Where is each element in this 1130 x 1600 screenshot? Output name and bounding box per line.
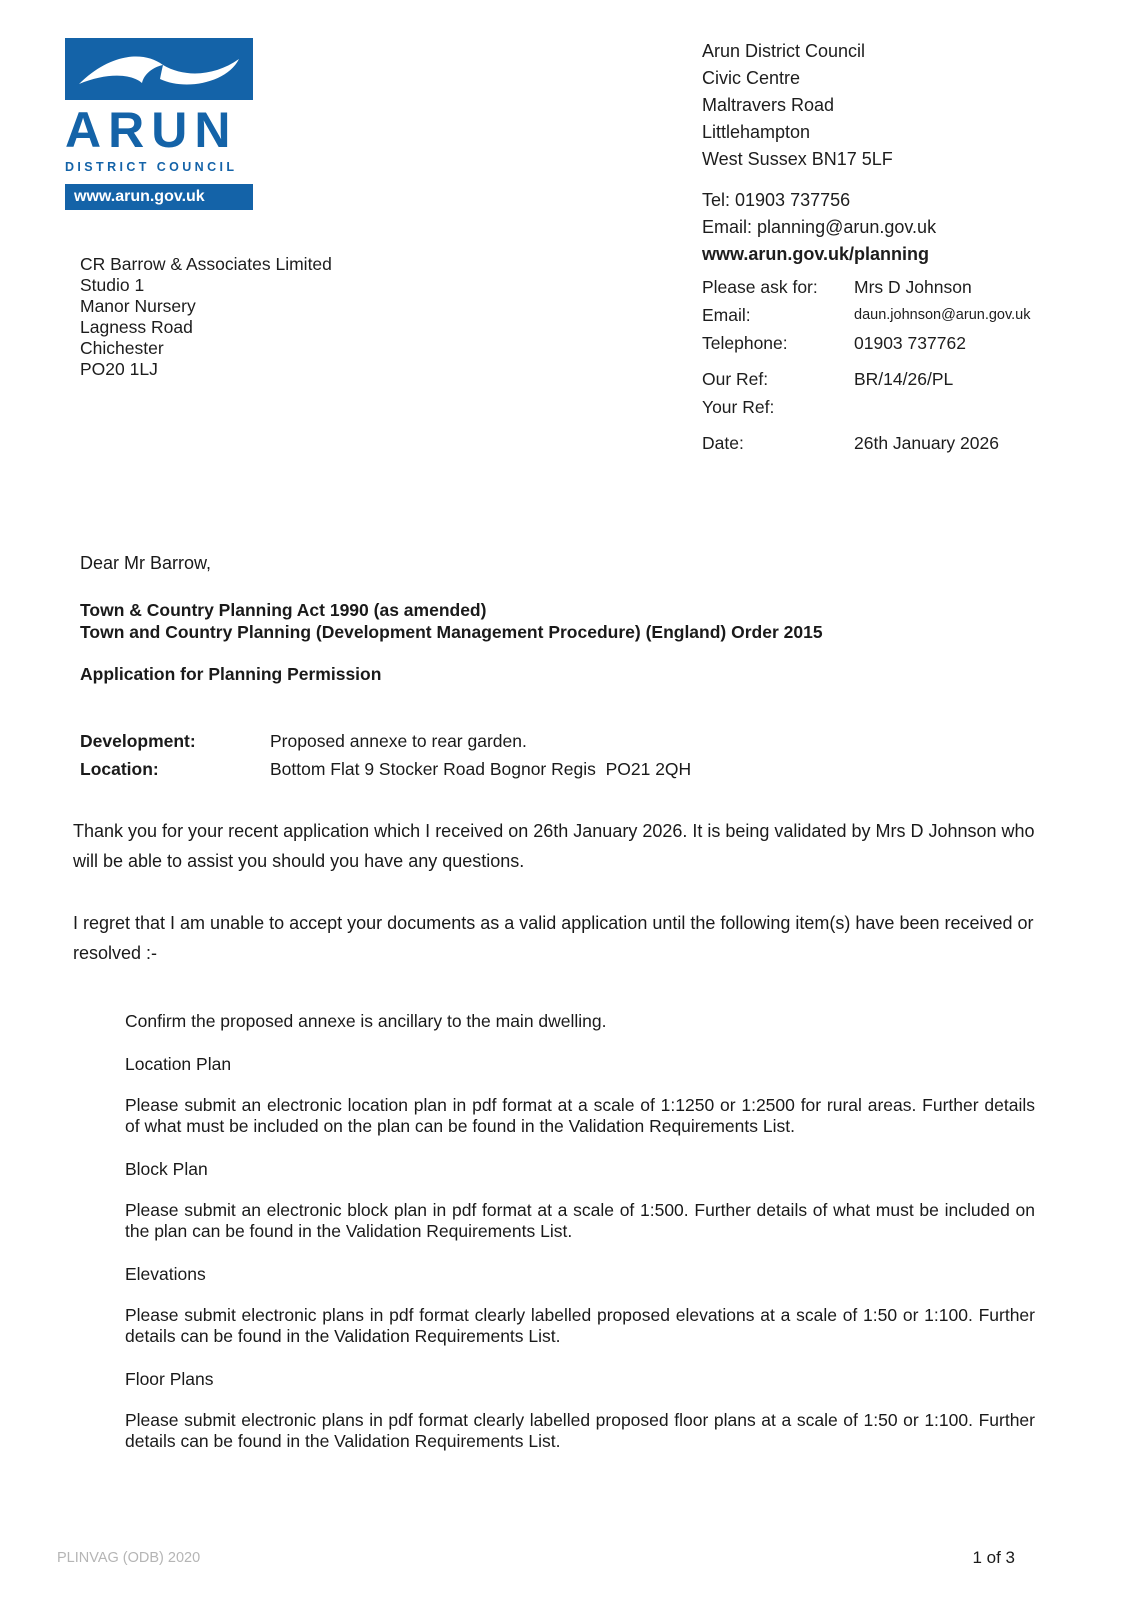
council-tel: Tel: 01903 737756 (702, 190, 851, 210)
paragraph-thank-you: Thank you for your recent application which I received on 26th January 2026. It is being validated by Mrs D Johnson who will be able to assist you should you have any questions. (73, 821, 1035, 871)
recipient-line: Manor Nursery (80, 296, 196, 316)
header-right-column (702, 38, 1070, 457)
recipient-address (65, 254, 365, 380)
council-address-line: Littlehampton (702, 122, 811, 142)
council-address (702, 38, 1070, 173)
meta-label: Our Ref: (702, 369, 769, 389)
meta-row-our-ref (702, 365, 1070, 393)
requirement-heading: Elevations (125, 1264, 206, 1284)
recipient-line: Lagness Road (80, 317, 193, 337)
development-row (80, 727, 1035, 755)
meta-value: daun.johnson@arun.gov.uk (854, 307, 1031, 323)
requirement-heading: Block Plan (125, 1159, 208, 1179)
meta-value: Mrs D Johnson (854, 277, 972, 297)
meta-label: Please ask for: (702, 277, 818, 297)
requirements-list (125, 1011, 1035, 1452)
header-left-column (65, 38, 365, 457)
recipient-line: PO20 1LJ (80, 359, 158, 379)
recipient-line: Chichester (80, 338, 164, 358)
paragraph-regret: I regret that I am unable to accept your documents as a valid application until the following item(s) have been received or resolved :- (73, 913, 1034, 963)
letter-meta (702, 273, 1070, 457)
requirement-item (125, 1011, 1035, 1032)
meta-value: BR/14/26/PL (854, 369, 954, 389)
footer-form-code: PLINVAG (ODB) 2020 (57, 1550, 201, 1566)
logo-website-bar: www.arun.gov.uk (65, 184, 253, 210)
development-value: Proposed annexe to rear garden. (270, 731, 527, 751)
council-email: Email: planning@arun.gov.uk (702, 217, 937, 237)
meta-label: Telephone: (702, 333, 788, 353)
subject-line: Town & Country Planning Act 1990 (as amended) (80, 600, 487, 620)
subject-block (73, 599, 1035, 643)
council-address-line: Arun District Council (702, 41, 866, 61)
location-value: Bottom Flat 9 Stocker Road Bognor Regis PO21 2QH (270, 759, 692, 779)
meta-row-telephone (702, 329, 1070, 357)
subject-line: Town and Country Planning (Development Management Procedure) (England) Order 2015 (80, 622, 823, 642)
meta-label: Email: (702, 305, 751, 325)
meta-row-please-ask-for (702, 273, 1070, 301)
logo-subtitle: DISTRICT COUNCIL (65, 160, 238, 174)
recipient-line: Studio 1 (80, 275, 145, 295)
logo-wordmark: ARUN (65, 102, 238, 158)
meta-row-email (702, 301, 1070, 329)
requirement-text: Please submit an electronic block plan in pdf format at a scale of 1:500. Further details of what must be included on the plan can be found in the Validation Requirements List. (125, 1200, 1035, 1241)
meta-value: 26th January 2026 (854, 433, 999, 453)
location-row (80, 755, 1035, 783)
application-details (73, 727, 1035, 783)
application-heading: Application for Planning Permission (80, 664, 382, 684)
requirement-item (125, 1159, 1035, 1242)
development-label: Development: (80, 731, 196, 751)
arun-logo (65, 38, 253, 210)
requirement-item (125, 1264, 1035, 1347)
council-address-line: Civic Centre (702, 68, 801, 88)
requirement-heading: Floor Plans (125, 1369, 214, 1389)
letter-body (73, 553, 1035, 1452)
meta-row-your-ref (702, 393, 1070, 421)
meta-value: 01903 737762 (854, 333, 966, 353)
meta-label: Date: (702, 433, 744, 453)
requirement-text: Please submit electronic plans in pdf format clearly labelled proposed elevations at a scale of 1:50 or 1:100. Further details can be found in the Validation Requirements List. (125, 1305, 1035, 1346)
requirement-heading: Location Plan (125, 1054, 232, 1074)
requirement-text: Please submit electronic plans in pdf format clearly labelled proposed floor plans at a scale of 1:50 or 1:100. Further details can be found in the Validation Requirements List. (125, 1410, 1035, 1451)
header (0, 0, 1130, 457)
requirement-item (125, 1369, 1035, 1452)
salutation: Dear Mr Barrow, (80, 553, 212, 573)
meta-row-date (702, 429, 1070, 457)
council-address-line: West Sussex BN17 5LF (702, 149, 893, 169)
requirement-text: Please submit an electronic location plan in pdf format at a scale of 1:1250 or 1:2500 for rural areas. Further details of what must be included on the plan can be found in the Validation Requirements List. (125, 1095, 1035, 1136)
requirement-text: Confirm the proposed annexe is ancillary to the main dwelling. (125, 1011, 607, 1031)
requirement-item (125, 1054, 1035, 1137)
meta-label: Your Ref: (702, 397, 775, 417)
location-label: Location: (80, 759, 159, 779)
recipient-line: CR Barrow & Associates Limited (80, 254, 332, 274)
council-contact (702, 187, 1070, 268)
council-address-line: Maltravers Road (702, 95, 835, 115)
seagull-icon (65, 38, 253, 100)
page-number: 1 of 3 (972, 1548, 1015, 1567)
council-website: www.arun.gov.uk/planning (702, 244, 930, 264)
